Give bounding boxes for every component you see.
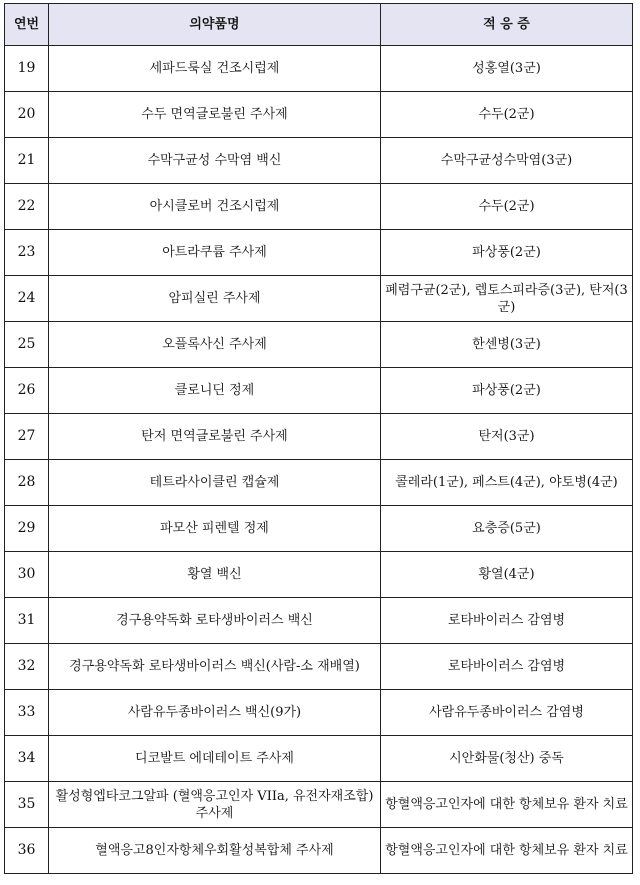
table-row bbox=[5, 184, 633, 230]
row-no: 20 bbox=[5, 92, 49, 138]
table-row bbox=[5, 736, 633, 782]
row-indication: 콜레라(1군), 페스트(4군), 야토병(4군) bbox=[381, 460, 633, 506]
row-drug-name: 황열 백신 bbox=[49, 552, 381, 598]
table-row bbox=[5, 276, 633, 322]
table-row bbox=[5, 92, 633, 138]
table-row bbox=[5, 828, 633, 874]
table-row bbox=[5, 414, 633, 460]
row-no: 35 bbox=[5, 782, 49, 828]
table-row bbox=[5, 46, 633, 92]
row-drug-name: 수두 면역글로불린 주사제 bbox=[49, 92, 381, 138]
row-drug-name: 세파드룩실 건조시럽제 bbox=[49, 46, 381, 92]
row-no: 26 bbox=[5, 368, 49, 414]
table-row bbox=[5, 368, 633, 414]
drug-indication-table bbox=[4, 3, 633, 874]
row-no: 31 bbox=[5, 598, 49, 644]
row-drug-name: 경구용약독화 로타생바이러스 백신(사람-소 재배열) bbox=[49, 644, 381, 690]
row-no: 27 bbox=[5, 414, 49, 460]
row-no: 36 bbox=[5, 828, 49, 874]
row-indication: 황열(4군) bbox=[381, 552, 633, 598]
row-drug-name: 사람유두종바이러스 백신(9가) bbox=[49, 690, 381, 736]
row-indication: 시안화물(청산) 중독 bbox=[381, 736, 633, 782]
row-drug-name: 디코발트 에데테이트 주사제 bbox=[49, 736, 381, 782]
row-indication: 폐렴구균(2군), 렙토스피라증(3군), 탄저(3군) bbox=[381, 276, 633, 322]
row-drug-name: 파모산 피렌텔 정제 bbox=[49, 506, 381, 552]
table-row bbox=[5, 322, 633, 368]
header-no: 연번 bbox=[5, 4, 49, 46]
row-drug-name: 경구용약독화 로타생바이러스 백신 bbox=[49, 598, 381, 644]
table-row bbox=[5, 552, 633, 598]
row-indication: 로타바이러스 감염병 bbox=[381, 644, 633, 690]
row-indication: 요충증(5군) bbox=[381, 506, 633, 552]
row-indication: 항혈액응고인자에 대한 항체보유 환자 치료 bbox=[381, 828, 633, 874]
table-row bbox=[5, 230, 633, 276]
table-row bbox=[5, 644, 633, 690]
row-drug-name: 수막구균성 수막염 백신 bbox=[49, 138, 381, 184]
table-header-row bbox=[5, 4, 633, 46]
row-drug-name: 혈액응고8인자항체우회활성복합체 주사제 bbox=[49, 828, 381, 874]
row-indication: 수두(2군) bbox=[381, 92, 633, 138]
row-indication: 성홍열(3군) bbox=[381, 46, 633, 92]
row-drug-name: 아트라쿠륨 주사제 bbox=[49, 230, 381, 276]
row-no: 23 bbox=[5, 230, 49, 276]
table-row bbox=[5, 138, 633, 184]
row-indication: 탄저(3군) bbox=[381, 414, 633, 460]
row-no: 19 bbox=[5, 46, 49, 92]
row-no: 33 bbox=[5, 690, 49, 736]
row-no: 22 bbox=[5, 184, 49, 230]
row-indication: 파상풍(2군) bbox=[381, 368, 633, 414]
row-indication: 항혈액응고인자에 대한 항체보유 환자 치료 bbox=[381, 782, 633, 828]
row-no: 21 bbox=[5, 138, 49, 184]
header-drug-name: 의약품명 bbox=[49, 4, 381, 46]
row-indication: 수막구균성수막염(3군) bbox=[381, 138, 633, 184]
row-no: 30 bbox=[5, 552, 49, 598]
row-drug-name: 암피실린 주사제 bbox=[49, 276, 381, 322]
row-indication: 수두(2군) bbox=[381, 184, 633, 230]
table-row bbox=[5, 690, 633, 736]
row-indication: 사람유두종바이러스 감염병 bbox=[381, 690, 633, 736]
table-row bbox=[5, 460, 633, 506]
row-no: 29 bbox=[5, 506, 49, 552]
row-drug-name: 탄저 면역글로불린 주사제 bbox=[49, 414, 381, 460]
row-indication: 로타바이러스 감염병 bbox=[381, 598, 633, 644]
row-no: 28 bbox=[5, 460, 49, 506]
row-no: 34 bbox=[5, 736, 49, 782]
row-indication: 한센병(3군) bbox=[381, 322, 633, 368]
table-row bbox=[5, 598, 633, 644]
table-row bbox=[5, 782, 633, 828]
row-drug-name: 오플록사신 주사제 bbox=[49, 322, 381, 368]
row-no: 32 bbox=[5, 644, 49, 690]
row-no: 24 bbox=[5, 276, 49, 322]
table-row bbox=[5, 506, 633, 552]
row-drug-name: 활성형엡타코그알파 (혈액응고인자 VIIa, 유전자재조합)주사제 bbox=[49, 782, 381, 828]
header-indication: 적 응 증 bbox=[381, 4, 633, 46]
row-indication: 파상풍(2군) bbox=[381, 230, 633, 276]
row-no: 25 bbox=[5, 322, 49, 368]
row-drug-name: 클로니딘 정제 bbox=[49, 368, 381, 414]
row-drug-name: 테트라사이클린 캡슐제 bbox=[49, 460, 381, 506]
row-drug-name: 아시클로버 건조시럽제 bbox=[49, 184, 381, 230]
